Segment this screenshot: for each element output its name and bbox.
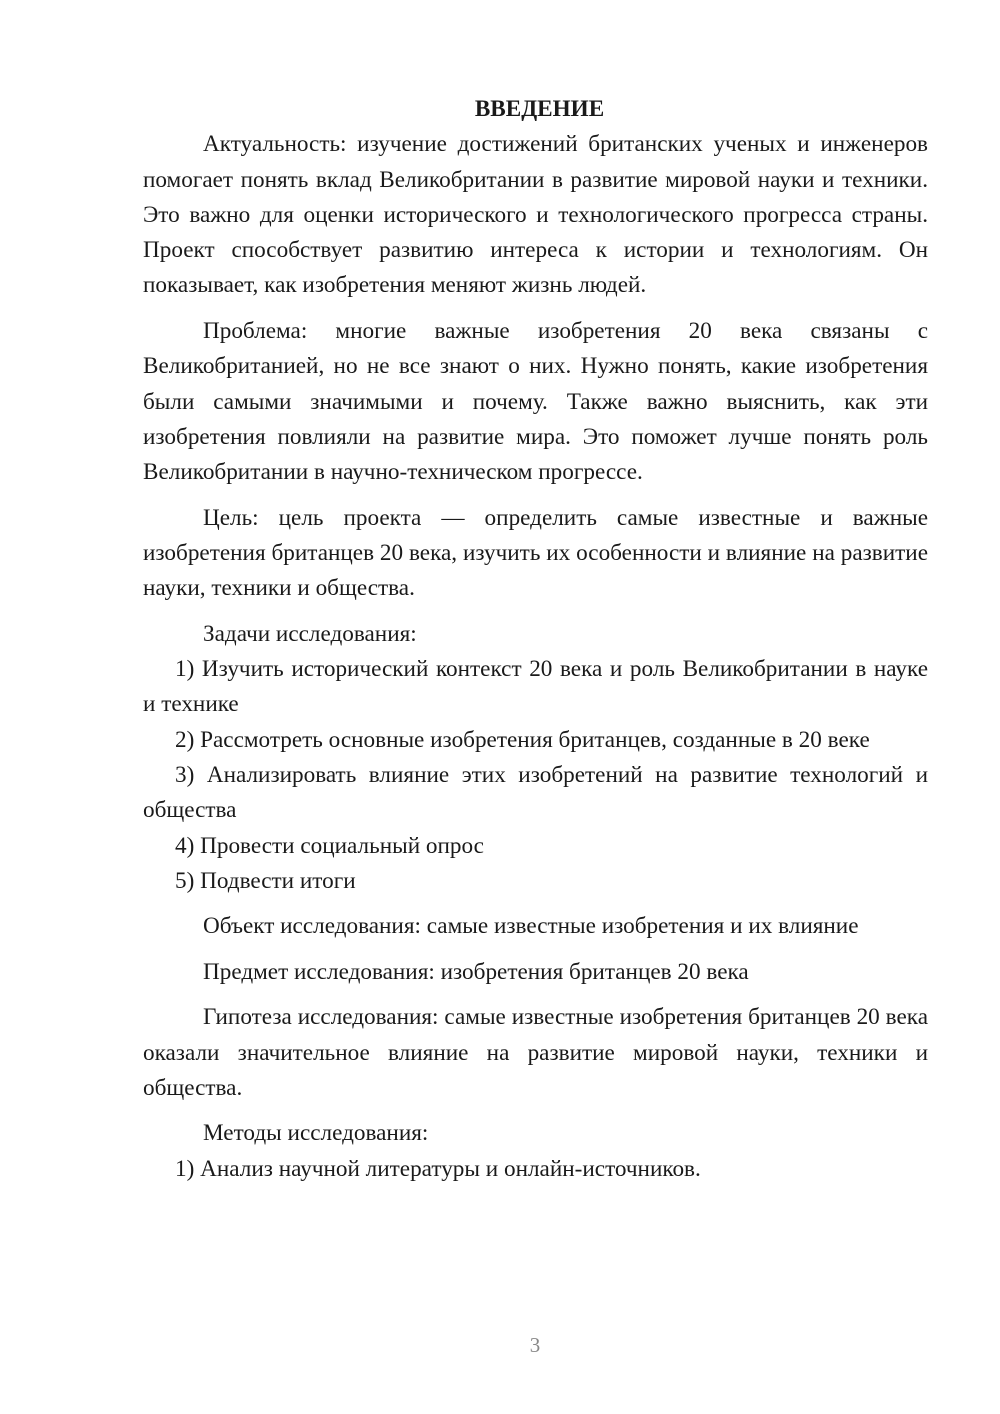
tasks-heading: Задачи исследования: (203, 620, 417, 647)
task-item-4: 4) Провести социальный опрос (175, 832, 484, 859)
object-paragraph: Объект исследования: самые известные изобретения и их влияние (203, 913, 859, 940)
hypothesis-paragraph: Гипотеза исследования: самые известные изобретения британцев 20 века оказали значительное влияние на развитие мировой науки, техники и общества. (143, 1004, 928, 1101)
goal-paragraph: Цель: цель проекта — определить самые известные и важные изобретения британцев 20 века, изучить их особенности и влияние на развитие науки, техники и общества. (143, 504, 928, 602)
task-item-1: 1) Изучить исторический контекст 20 века и роль Великобритании в науке и технике (143, 656, 928, 718)
page-title: ВВЕДЕНИЕ (474, 96, 605, 122)
page-number: 3 (529, 1333, 541, 1357)
subject-paragraph: Предмет исследования: изобретения британцев 20 века (203, 958, 749, 985)
task-item-5: 5) Подвести итоги (175, 867, 356, 894)
page-content (143, 92, 928, 1187)
task-item-3: 3) Анализировать влияние этих изобретений на развитие технологий и общества (143, 761, 928, 824)
task-item-2: 2) Рассмотреть основные изобретения британцев, созданные в 20 веке (175, 726, 870, 753)
methods-heading: Методы исследования: (203, 1120, 429, 1147)
method-item-1: 1) Анализ научной литературы и онлайн-источников. (175, 1155, 701, 1182)
problem-paragraph: Проблема: многие важные изобретения 20 века связаны с Великобританией, но не все знают о них. Нужно понять, какие изобретения были самыми значимыми и почему. Также важно выяснить, как эти изобретения повлияли на развитие мира. Это поможет лучше понять роль Великобритании в научно-техническом прогрессе. (143, 317, 928, 486)
relevance-paragraph: Актуальность: изучение достижений британских ученых и инженеров помогает понять вклад Великобритании в развитие мировой науки и техники. Это важно для оценки исторического и технологического прогресса страны. Проект способствует развитию интереса к истории и технологиям. Он показывает, как изобретения меняют жизнь людей. (143, 131, 928, 299)
